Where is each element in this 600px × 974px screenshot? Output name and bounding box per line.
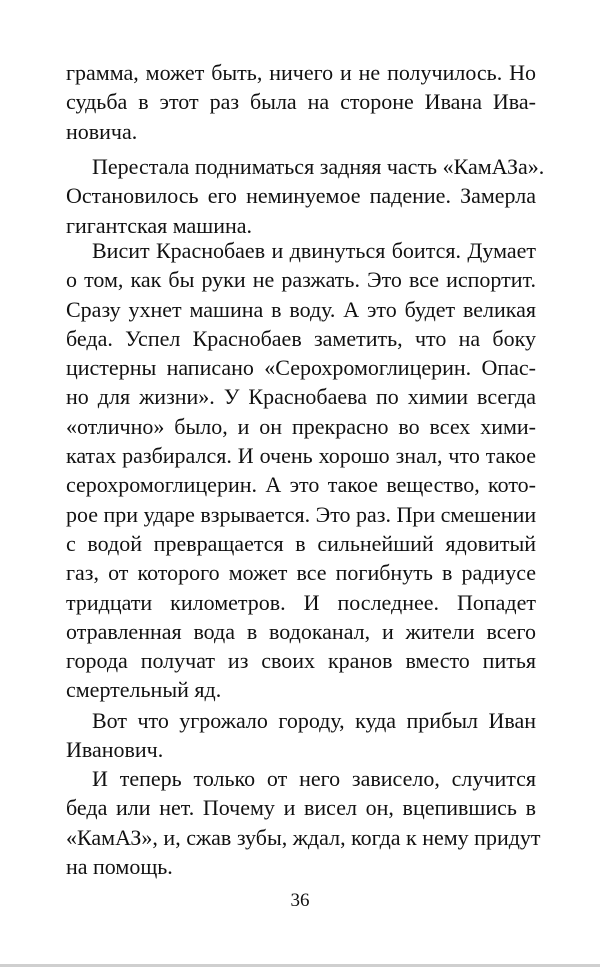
text-line: Остановилось его неминуемое падение. Замерла [66, 183, 536, 209]
paragraph [66, 152, 545, 240]
text-line: Сразу ухнет машина в воду. А это будет великая [66, 296, 536, 322]
text-line: но для жизни». У Краснобаева по химии всегда [66, 384, 536, 410]
text-line: рое при ударе взрывается. Это раз. При смешении [66, 501, 537, 527]
text-line: новича. [66, 118, 138, 144]
text-line: газ, от которого может все погибнуть в радиусе [66, 560, 536, 586]
text-line: судьба в этот раз была на стороне Ивана Ива- [66, 89, 536, 115]
page-number: 36 [290, 890, 310, 911]
text-line: Иванович. [66, 737, 164, 763]
text-line: беда. Успел Краснобаев заметить, что на боку [66, 325, 536, 351]
paragraph [66, 236, 536, 705]
text-line: грамма, может быть, ничего и не получилось. Но [66, 60, 536, 85]
text-line: Вот что угрожало городу, куда прибыл Иван [92, 708, 536, 733]
paragraph [66, 764, 541, 881]
paragraph [66, 706, 536, 765]
text-line: беда или нет. Почему и висел он, вцепившись в [66, 795, 536, 821]
text-line: Висит Краснобаев и двинуться боится. Думает [92, 238, 536, 263]
text-line: с водой превращается в сильнейший ядовитый [66, 530, 536, 556]
text-line: Перестала подниматься задняя часть «КамАЗа». [92, 154, 545, 179]
text-line: гигантская машина. [66, 212, 253, 238]
text-line: И теперь только от него зависело, случится [92, 766, 536, 791]
text-line: катах разбирался. И очень хорошо знал, что такое [66, 443, 536, 469]
text-line: о том, как бы руки не разжать. Это все испортит. [66, 267, 536, 293]
text-line: смертельный яд. [66, 677, 222, 703]
text-line: тридцати километров. И последнее. Попадет [66, 589, 536, 615]
text-line: отравленная вода в водоканал, и жители всего [66, 618, 536, 644]
scan-edge-divider [0, 964, 600, 967]
text-line: на помощь. [66, 853, 173, 879]
text-line: «КамАЗ», и, сжав зубы, ждал, когда к нему придут [66, 824, 541, 850]
text-line: «отлично» было, и он прекрасно во всех хими- [66, 413, 536, 439]
text-line: серохромоглицерин. А это такое вещество, кото- [66, 472, 536, 498]
text-line: цистерны написано «Серохромоглицерин. Опас- [66, 355, 536, 381]
text-line: города получат из своих кранов вместо питья [66, 648, 536, 674]
page-body-text [66, 58, 536, 146]
